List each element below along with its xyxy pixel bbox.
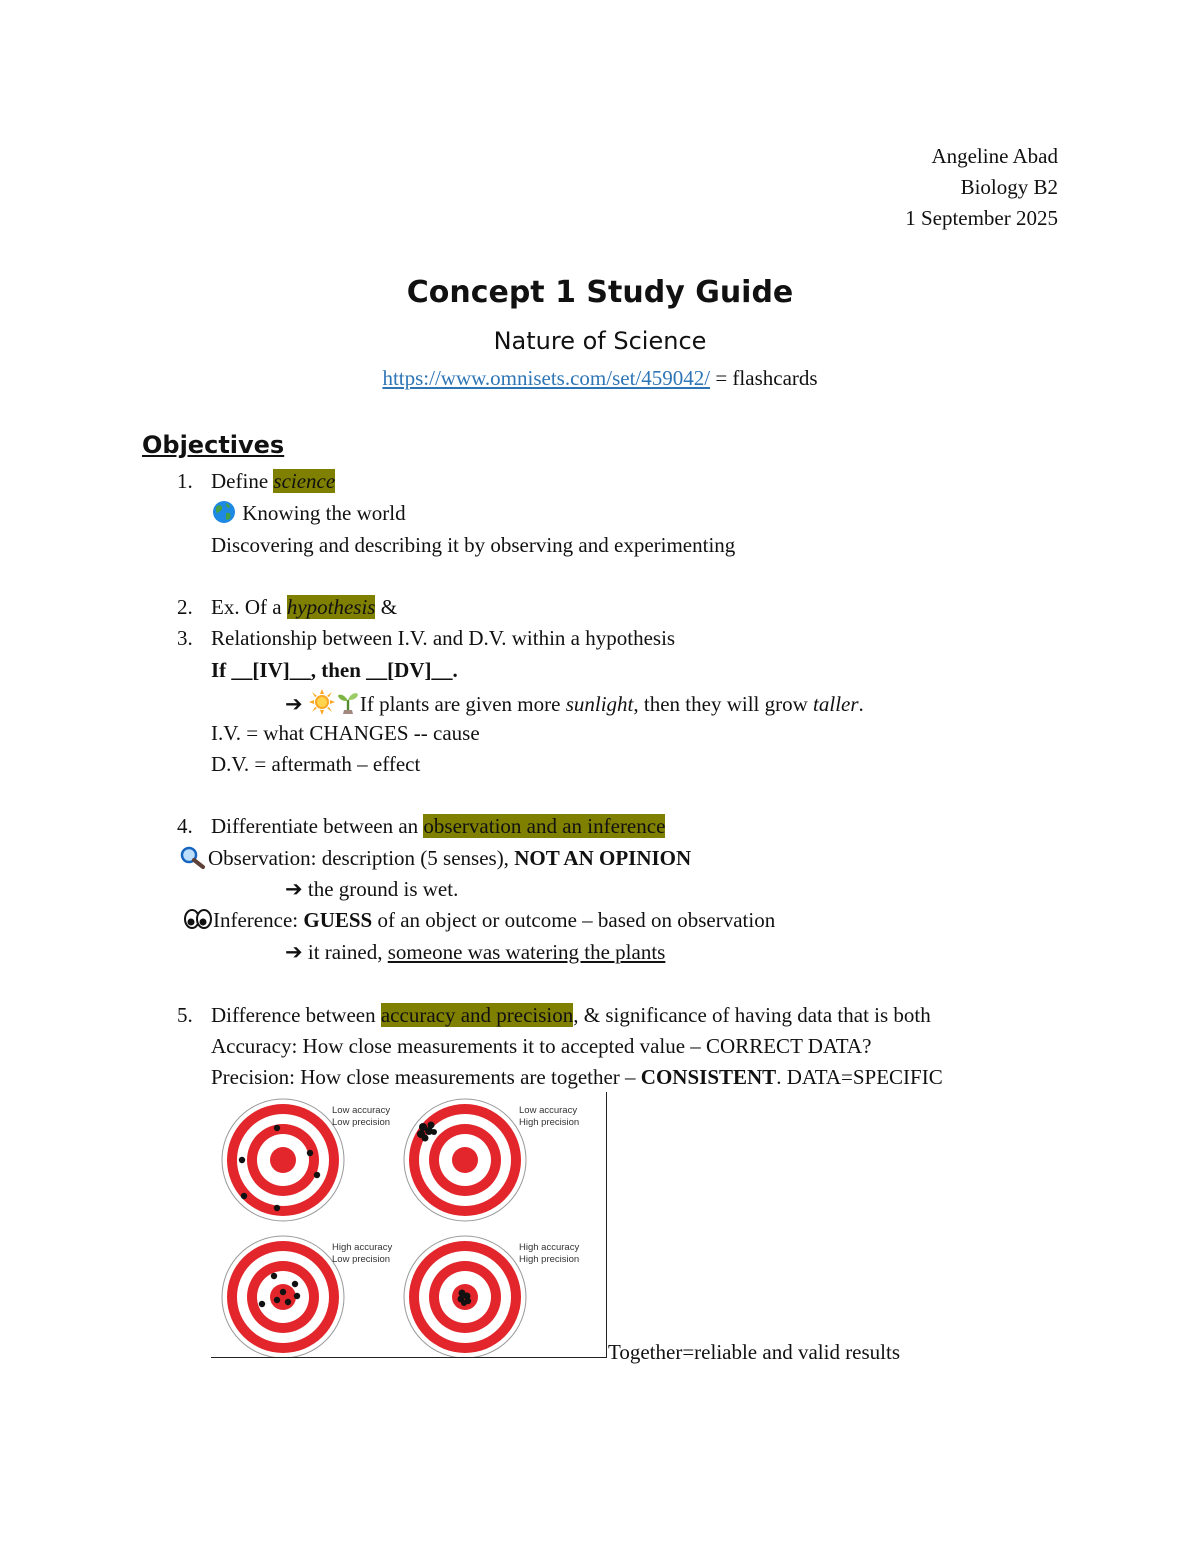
inference-text: Inference: — [213, 908, 304, 932]
eyes-icon — [183, 907, 213, 937]
document-date: 1 September 2025 — [905, 206, 1058, 230]
objective-4 — [177, 813, 665, 839]
highlight-hypothesis: hypothesis — [286, 595, 376, 619]
hypothesis-formula: If __[IV]__, then __[DV]__. — [211, 658, 458, 682]
objective-text: Difference between — [211, 1003, 381, 1027]
arrow-icon: ➔ — [285, 940, 303, 964]
objective-text: Differentiate between an — [211, 814, 424, 838]
magnifier-icon — [178, 845, 208, 875]
figure-border — [211, 1092, 607, 1358]
page-subtitle: Nature of Science — [493, 327, 707, 355]
precision-text: Precision: How close measurements are together – — [211, 1065, 641, 1089]
target-2-label-1: Low accuracy — [519, 1105, 578, 1116]
sun-icon — [308, 689, 336, 721]
inference-example — [285, 939, 665, 965]
course-name: Biology B2 — [960, 175, 1058, 199]
objective-1-note-2: Discovering and describing it by observing and experimenting — [211, 533, 736, 557]
dv-definition: D.V. = aftermath – effect — [211, 752, 421, 776]
objective-1 — [177, 468, 335, 494]
objective-number: 4. — [177, 814, 193, 838]
example-text-end: . — [858, 692, 864, 716]
highlight-accuracy-precision: accuracy and precision — [380, 1003, 574, 1027]
inference-example-text: it rained, — [307, 940, 388, 964]
example-text-mid: , then they will grow — [633, 692, 814, 716]
inference-example-underlined: someone was watering the plants — [387, 940, 666, 964]
observation-bold: NOT AN OPINION — [514, 846, 692, 870]
objective-text-end: , & significance of having data that is both — [573, 1003, 931, 1027]
target-1-label-1: Low accuracy — [332, 1105, 391, 1116]
objective-text-end: & — [375, 595, 398, 619]
objective-text: Relationship between I.V. and D.V. within a hypothesis — [211, 626, 676, 650]
objective-text: Ex. Of a — [211, 595, 287, 619]
observation-definition — [178, 845, 691, 875]
objective-1-note-1 — [211, 500, 406, 530]
objective-5 — [177, 1002, 931, 1028]
observation-example — [285, 876, 458, 902]
target-2-label-2: High precision — [519, 1117, 580, 1128]
objective-3 — [177, 625, 675, 651]
precision-text-end: . DATA=SPECIFIC — [776, 1065, 943, 1089]
target-3-label-1: High accuracy — [332, 1242, 393, 1253]
highlight-science: science — [273, 469, 336, 493]
target-3-label-2: Low precision — [332, 1254, 391, 1265]
accuracy-definition: Accuracy: How close measurements it to accepted value – CORRECT DATA? — [211, 1034, 872, 1058]
target-4-label-2: High precision — [519, 1254, 580, 1265]
example-italic-sunlight: sunlight — [565, 692, 634, 716]
hypothesis-example — [285, 689, 864, 721]
iv-definition: I.V. = what CHANGES -- cause — [211, 721, 480, 745]
objective-number: 2. — [177, 595, 193, 619]
objective-text: Define — [211, 469, 274, 493]
highlight-observation-inference: observation and an inference — [423, 814, 666, 838]
target-1-label-2: Low precision — [332, 1117, 391, 1128]
page-title: Concept 1 Study Guide — [406, 275, 794, 310]
flashcards-link[interactable]: https://www.omnisets.com/set/459042/ — [382, 366, 711, 390]
flashcards-suffix: = flashcards — [710, 366, 818, 390]
inference-text-end: of an object or outcome – based on observation — [372, 908, 776, 932]
objective-number: 3. — [177, 626, 193, 650]
precision-definition — [211, 1064, 943, 1090]
seedling-icon — [336, 689, 360, 721]
objective-2 — [177, 594, 397, 620]
arrow-icon: ➔ — [285, 877, 303, 901]
precision-bold: CONSISTENT — [640, 1065, 777, 1089]
example-text: If plants are given more — [359, 692, 566, 716]
objective-number: 1. — [177, 469, 193, 493]
author-name: Angeline Abad — [931, 144, 1058, 168]
objectives-heading: Objectives — [142, 431, 285, 459]
together-statement: Together=reliable and valid results — [608, 1340, 901, 1364]
inference-bold: GUESS — [303, 908, 373, 932]
globe-icon — [211, 500, 237, 530]
inference-definition — [183, 907, 775, 937]
observation-text: Observation: description (5 senses), — [208, 846, 515, 870]
flashcards-line — [0, 365, 1200, 391]
target-4-label-1: High accuracy — [519, 1242, 580, 1253]
arrow-icon: ➔ — [285, 692, 303, 716]
example-italic-taller: taller — [813, 692, 859, 716]
observation-example-text: the ground is wet. — [307, 877, 459, 901]
objective-number: 5. — [177, 1003, 193, 1027]
note-text: Knowing the world — [242, 501, 406, 525]
